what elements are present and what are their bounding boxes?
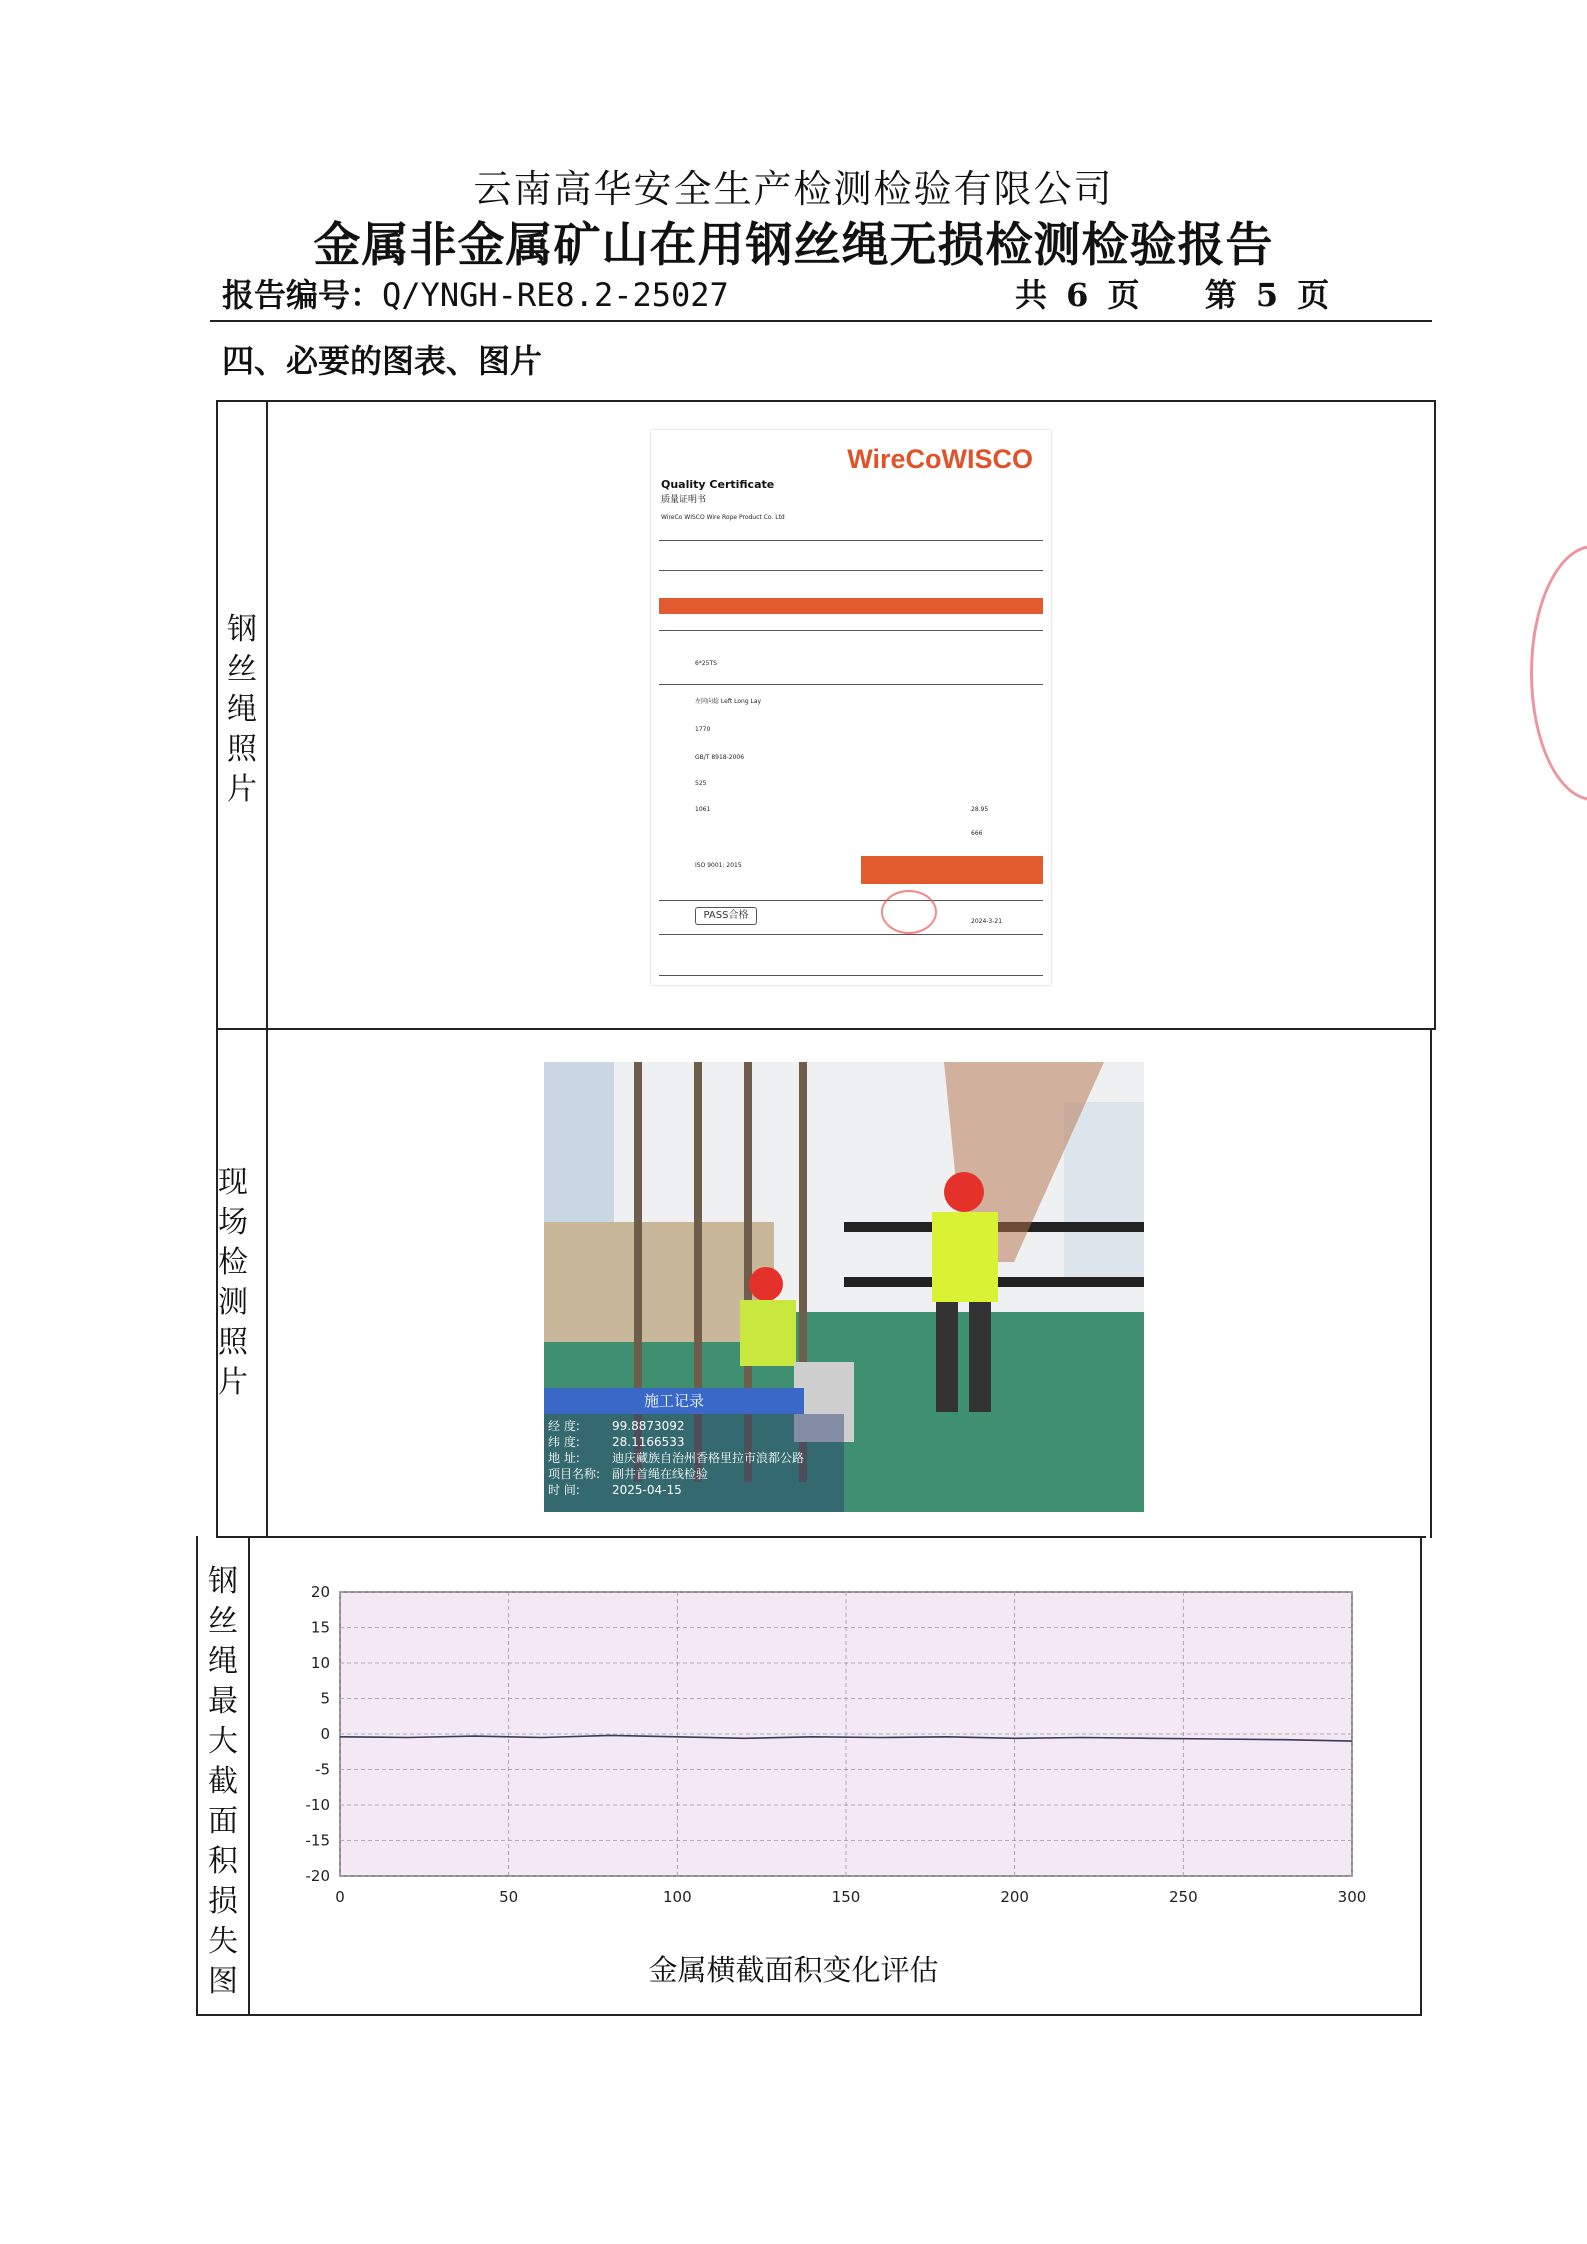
y-tick-label: 20 [310,1583,330,1601]
loss-chart-label-char: 损 [208,1884,238,1919]
x-tick-label: 100 [663,1888,692,1906]
cert-pass-stamp: PASS合格 [695,907,757,925]
row-label-site-photo [208,1163,258,1403]
label-column-border [266,400,268,1536]
table-top-border [216,400,1436,402]
cert-title-cn: 质量证明书 [661,495,707,505]
table-right-border [1434,400,1436,1030]
y-tick-label: 10 [310,1654,330,1672]
x-tick-label: 50 [499,1888,519,1906]
site-photo-label-char: 片 [218,1365,248,1400]
report-number [222,270,729,316]
photo-info-line: 项目名称: 副井首绳在线检验 [548,1467,709,1481]
total-pages: 共 6 页 [1015,276,1140,314]
header-rule [210,320,1432,322]
rope-photo-label-char: 片 [227,772,257,807]
report-title: 金属非金属矿山在用钢丝绳无损检测检验报告 [313,218,1274,273]
cert-construction: 6*25TS [695,660,717,667]
rope-photo-label-char: 照 [227,732,257,767]
construction-record-badge: 施工记录 [544,1388,804,1414]
table-divider-1 [216,1028,1436,1030]
cert-manufacturer: WireCo WISCO Wire Rope Product Co. Ltd [661,514,785,521]
table-right-border-lower [1420,1536,1422,2016]
cert-grade: 1770 [695,726,711,733]
x-tick-label: 0 [335,1888,345,1906]
loss-chart-label-char: 最 [208,1684,238,1719]
cert-brand-logo: WireCoWISCO [847,444,1033,474]
loss-chart-label-char: 面 [208,1804,238,1839]
photo-info-line: 地 址: 迪庆藏族自治州香格里拉市浪都公路 [548,1451,805,1465]
edge-red-seal [1530,545,1587,801]
quality-certificate [651,430,1051,985]
report-number-label: 报告编号： [222,276,383,314]
x-tick-label: 300 [1337,1888,1367,1906]
chart-caption: 金属横截面积变化评估 [648,1953,939,1987]
loss-chart-label-char: 大 [208,1724,238,1759]
cert-orange-bar-1 [659,598,1043,614]
company-name: 云南高华安全生产检测检验有限公司 [473,167,1114,211]
photo-info-line: 纬 度: 28.1166533 [548,1435,685,1449]
x-tick-label: 200 [1000,1888,1029,1906]
row-label-loss-chart [198,1562,248,2002]
x-tick-label: 250 [1169,1888,1198,1906]
loss-chart-label-char: 丝 [208,1604,238,1639]
site-photo-label-char: 现 [218,1165,248,1200]
cert-red-seal [881,890,937,934]
site-photo-label-char: 场 [218,1205,248,1240]
x-tick-label: 150 [831,1888,861,1906]
cert-breaking-force: 666 [971,830,983,837]
cert-standard: GB/T 8918-2006 [695,754,745,761]
site-photo-label-char: 照 [218,1325,248,1360]
photo-info-line: 时 间: 2025-04-15 [548,1483,682,1497]
site-photo-label-char: 测 [218,1285,248,1320]
y-tick-label: -10 [305,1796,330,1814]
loss-chart-label-char: 钢 [208,1564,238,1599]
y-tick-label: 5 [320,1689,330,1708]
loss-chart-label-char: 截 [208,1764,238,1799]
cert-lay-type: 左同向捻 Left Long Lay [695,698,762,705]
cert-length: 525 [695,780,707,787]
rope-photo-label-char: 绳 [227,692,257,727]
cert-title-en: Quality Certificate [661,478,775,491]
site-inspection-photo [544,1062,1144,1512]
table-divider-2 [216,1536,1426,1538]
loss-chart-label-char: 绳 [208,1644,238,1679]
cross-section-loss-chart [290,1578,1390,1918]
site-photo-label-char: 检 [218,1245,248,1280]
photo-info-overlay [544,1414,844,1512]
table-right-border-mid [1430,1028,1432,1538]
photo-info-line: 经 度: 99.8873092 [548,1419,685,1433]
y-tick-label: 15 [310,1618,330,1637]
report-number-value: Q/YNGH-RE8.2-25027 [382,276,729,314]
label-column-border-lower [248,1536,250,2016]
rope-photo-label-char: 钢 [227,612,257,647]
row-label-rope-photo [217,610,267,810]
page-counter [1015,270,1335,316]
y-tick-label: -15 [305,1831,330,1850]
current-page: 第 5 页 [1204,276,1330,314]
loss-chart-label-char: 图 [208,1964,238,1999]
cert-orange-bar-2 [861,856,1043,884]
table-bottom-border [196,2014,1422,2016]
section-heading: 四、必要的图表、图片 [222,342,543,380]
loss-chart-label-char: 失 [208,1924,238,1959]
cert-issue-date: 2024-3-21 [971,918,1003,925]
y-tick-label: -5 [315,1760,330,1779]
rope-photo-label-char: 丝 [227,652,257,687]
cert-qms: ISO 9001: 2015 [695,862,742,869]
cert-weight: 1061 [695,806,711,813]
y-tick-label: -20 [305,1867,330,1885]
loss-chart-label-char: 积 [208,1844,238,1879]
cert-diameter: 28.95 [971,806,989,813]
y-tick-label: 0 [320,1725,330,1743]
